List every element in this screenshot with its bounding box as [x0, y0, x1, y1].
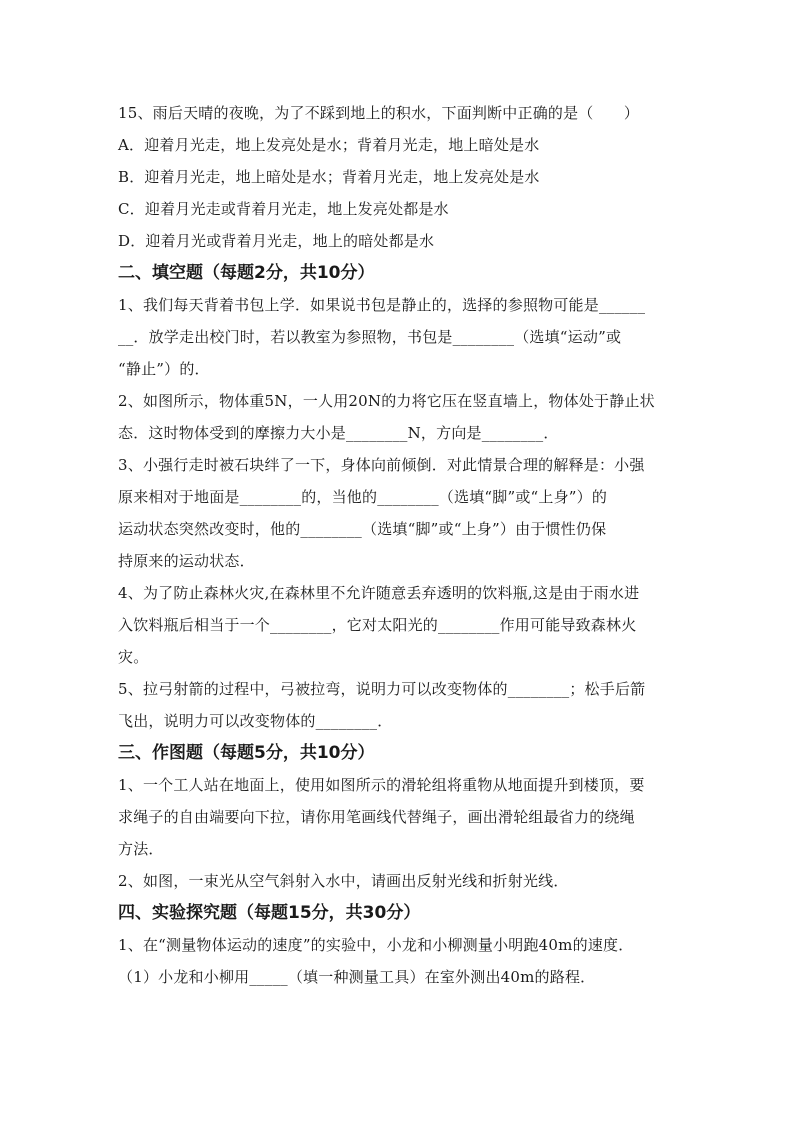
section-experiment — [118, 897, 678, 993]
section-heading-experiment: 四、实验探究题（每题15分，共30分） — [118, 903, 421, 923]
section-heading-drawing: 三、作图题（每题5分，共10分） — [118, 743, 375, 763]
question-15-option-a: A．迎着月光走，地上发亮处是水；背着月光走，地上暗处是水 — [118, 136, 540, 154]
question-15-option-d: D．迎着月光或背着月光走，地上的暗处都是水 — [118, 232, 435, 250]
text-line: 2、如图所示，物体重5N，一人用20N的力将它压在竖直墙上，物体处于静止状 — [118, 392, 655, 410]
exam-page — [118, 97, 678, 993]
text-line: （1）小龙和小柳用_____（填一种测量工具）在室外测出40m的路程． — [118, 968, 596, 986]
text-line: 3、小强行走时被石块绊了一下，身体向前倾倒．对此情景合理的解释是：小强 — [118, 456, 645, 474]
text-line: 入饮料瓶后相当于一个________，它对太阳光的________作用可能导致森林火 — [118, 616, 637, 634]
question-15-option-b: B．迎着月光走，地上暗处是水；背着月光走，地上发亮处是水 — [118, 168, 540, 186]
text-line: 5、拉弓射箭的过程中，弓被拉弯，说明力可以改变物体的________；松手后箭 — [118, 680, 646, 698]
text-line: 运动状态突然改变时，他的________（选填“脚”或“上身”）由于惯性仍保 — [118, 520, 607, 538]
text-line: 1、我们每天背着书包上学．如果说书包是静止的，选择的参照物可能是______ — [118, 296, 646, 314]
text-line: 2、如图，一束光从空气斜射入水中，请画出反射光线和折射光线． — [118, 872, 569, 890]
text-line: 方法． — [118, 840, 164, 858]
text-line: 态．这时物体受到的摩擦力大小是________N，方向是________． — [118, 424, 559, 442]
question-15-stem: 15、雨后天晴的夜晚，为了不踩到地上的积水，下面判断中正确的是（ ） — [118, 104, 640, 122]
text-line: “静止”）的． — [118, 360, 210, 378]
text-line: 原来相对于地面是________的，当他的________（选填“脚”或“上身”）的 — [118, 488, 608, 506]
text-line: 灾。 — [118, 648, 149, 666]
question-15-option-c: C．迎着月光走或背着月光走，地上发亮处都是水 — [118, 200, 449, 218]
section-drawing — [118, 737, 678, 897]
text-line: 4、为了防止森林火灾,在森林里不允许随意丢弃透明的饮料瓶,这是由于雨水进 — [118, 584, 640, 602]
text-line: 1、在“测量物体运动的速度”的实验中，小龙和小柳测量小明跑40m的速度． — [118, 936, 634, 954]
text-line: 持原来的运动状态． — [118, 552, 255, 570]
text-line: 飞出，说明力可以改变物体的________． — [118, 712, 393, 730]
text-line: 求绳子的自由端要向下拉，请你用笔画线代替绳子，画出滑轮组最省力的绕绳 — [118, 808, 635, 826]
section-fill-in-blank — [118, 257, 678, 737]
question-15 — [118, 97, 678, 257]
text-line: __．放学走出校门时，若以教室为参照物，书包是________（选填“运动”或 — [118, 328, 622, 346]
section-heading-fill-in: 二、填空题（每题2分，共10分） — [118, 263, 375, 283]
text-line: 1、一个工人站在地面上，使用如图所示的滑轮组将重物从地面提升到楼顶，要 — [118, 776, 645, 794]
